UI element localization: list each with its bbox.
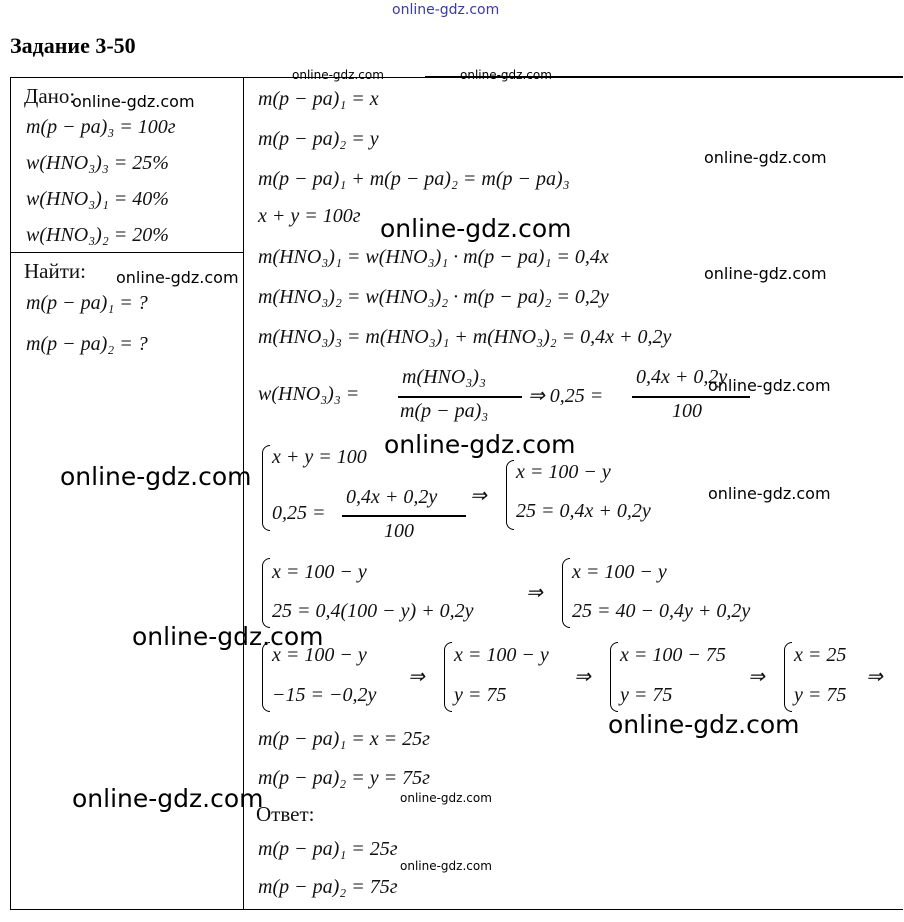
solution-line: x + y = 100г bbox=[258, 205, 361, 227]
system-line: x = 100 − y bbox=[454, 644, 549, 666]
watermark: online-gdz.com bbox=[384, 430, 576, 459]
system-line: x + y = 100 bbox=[272, 446, 367, 468]
fraction-bar bbox=[632, 396, 750, 398]
result-line: m(p − pa)₁ = x = 25г bbox=[258, 728, 430, 750]
fraction-bar bbox=[342, 515, 466, 517]
system-brace bbox=[262, 642, 270, 712]
table-divider-horizontal bbox=[10, 252, 244, 253]
watermark: online-gdz.com bbox=[608, 710, 800, 739]
watermark: online-gdz.com bbox=[400, 859, 492, 873]
answer-line: m(p − pa)₂ = 75г bbox=[258, 876, 398, 898]
system-line: x = 100 − y bbox=[516, 461, 611, 483]
frac-mid: ⇒ 0,25 = bbox=[528, 385, 604, 407]
find-item: m(p − pa)₂ = ? bbox=[26, 333, 148, 355]
given-item: m(p − pa)₃ = 100г bbox=[26, 116, 176, 138]
implies-arrow: ⇒ bbox=[526, 582, 543, 604]
system-line: x = 100 − y bbox=[272, 644, 367, 666]
watermark: online-gdz.com bbox=[400, 791, 492, 805]
given-label: Дано: bbox=[24, 84, 76, 108]
answer-label: Ответ: bbox=[256, 802, 315, 826]
answer-line: m(p − pa)₁ = 25г bbox=[258, 838, 398, 860]
watermark: online-gdz.com bbox=[132, 622, 324, 651]
implies-arrow: ⇒ bbox=[574, 666, 591, 688]
watermark: online-gdz.com bbox=[708, 376, 831, 395]
given-item: w(HNO₃)₂ = 20% bbox=[26, 224, 169, 246]
solution-line: m(HNO₃)₂ = w(HNO₃)₂ · m(p − pa)₂ = 0,2y bbox=[258, 286, 609, 308]
given-item: w(HNO₃)₃ = 25% bbox=[26, 152, 169, 174]
system-line: x = 100 − y bbox=[572, 561, 667, 583]
watermark: online-gdz.com bbox=[72, 784, 264, 813]
frac-lhs: w(HNO₃)₃ = bbox=[258, 383, 360, 405]
watermark: online-gdz.com bbox=[460, 68, 552, 82]
watermark: online-gdz.com bbox=[704, 264, 827, 283]
watermark: online-gdz.com bbox=[60, 462, 252, 491]
watermark-top: online-gdz.com bbox=[392, 2, 500, 18]
watermark: online-gdz.com bbox=[380, 214, 572, 243]
find-label: Найти: bbox=[24, 259, 86, 283]
frac-denominator: 100 bbox=[672, 400, 702, 422]
solution-line: m(p − pa)₁ = x bbox=[258, 88, 379, 110]
solution-line: m(HNO₃)₃ = m(HNO₃)₁ + m(HNO₃)₂ = 0,4x + 0,2y bbox=[258, 326, 672, 348]
frac-numerator: 0,4x + 0,2y bbox=[636, 366, 728, 388]
implies-arrow: ⇒ bbox=[470, 485, 487, 507]
system-line: x = 100 − y bbox=[272, 561, 367, 583]
system-line: −15 = −0,2y bbox=[272, 684, 377, 706]
find-item: m(p − pa)₁ = ? bbox=[26, 292, 148, 314]
system-brace bbox=[262, 445, 270, 531]
implies-arrow: ⇒ bbox=[408, 666, 425, 688]
result-line: m(p − pa)₂ = y = 75г bbox=[258, 767, 430, 789]
system-line: x = 100 − 75 bbox=[620, 644, 726, 666]
solution-line: m(HNO₃)₁ = w(HNO₃)₁ · m(p − pa)₁ = 0,4x bbox=[258, 246, 609, 268]
implies-arrow: ⇒ bbox=[748, 666, 765, 688]
solution-line: m(p − pa)₁ + m(p − pa)₂ = m(p − pa)₃ bbox=[258, 168, 570, 190]
watermark: online-gdz.com bbox=[116, 268, 239, 287]
system-brace bbox=[444, 642, 452, 712]
watermark: online-gdz.com bbox=[72, 92, 195, 111]
solution-line: m(p − pa)₂ = y bbox=[258, 128, 379, 150]
system-line: 25 = 0,4x + 0,2y bbox=[516, 500, 651, 522]
frac-denominator: 100 bbox=[384, 520, 414, 542]
system-brace bbox=[506, 460, 514, 530]
fraction-bar bbox=[398, 396, 522, 398]
system-line: 25 = 0,4(100 − y) + 0,2y bbox=[272, 600, 474, 622]
system-line: x = 25 bbox=[794, 644, 847, 666]
implies-arrow: ⇒ bbox=[866, 666, 883, 688]
system-line: y = 75 bbox=[454, 684, 507, 706]
page-title: Задание 3-50 bbox=[10, 33, 136, 58]
given-item: w(HNO₃)₁ = 40% bbox=[26, 188, 169, 210]
watermark: online-gdz.com bbox=[708, 484, 831, 503]
system-line: y = 75 bbox=[794, 684, 847, 706]
system-line: 25 = 40 − 0,4y + 0,2y bbox=[572, 600, 751, 622]
frac-numerator: 0,4x + 0,2y bbox=[346, 486, 438, 508]
system-brace bbox=[262, 558, 270, 628]
frac-numerator: m(HNO₃)₃ bbox=[402, 366, 486, 388]
system-line: 0,25 = bbox=[272, 502, 326, 524]
frac-denominator: m(p − pa)₃ bbox=[400, 400, 489, 422]
watermark: online-gdz.com bbox=[704, 148, 827, 167]
system-brace bbox=[784, 642, 792, 712]
watermark: online-gdz.com bbox=[292, 68, 384, 82]
system-line: y = 75 bbox=[620, 684, 673, 706]
system-brace bbox=[610, 642, 618, 712]
system-brace bbox=[562, 558, 570, 628]
